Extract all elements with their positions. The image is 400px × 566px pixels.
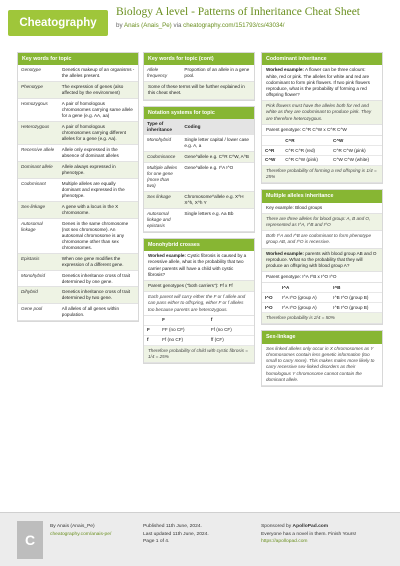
grid-cell: C^W C^W (white)	[330, 155, 382, 165]
term: Homozygous	[18, 99, 59, 122]
definition: A pair of homologous chromosomes carrying different alleles for a gene (e.g. Aa).	[59, 122, 138, 145]
multiple-alleles-section	[261, 189, 383, 325]
sponsor-text: Everyone has a novel in them. Finish Yours!	[261, 531, 357, 537]
definition: Proportion of an allele in a gene pool.	[181, 65, 254, 81]
definition: Genes in the same chromosome (not sex chromosome). An autosomal chromosome is any chromosome other than sex chromosomes.	[59, 218, 138, 253]
table-row	[144, 152, 254, 163]
sex-linkage-section	[261, 330, 383, 386]
codominant-section	[261, 52, 383, 184]
table-row	[18, 99, 138, 122]
column-header: Type of inheritance	[144, 119, 181, 135]
term: Codominant	[18, 178, 59, 201]
table-row	[144, 208, 254, 231]
table-row	[18, 201, 138, 218]
grid-row	[262, 303, 382, 313]
parent-genotypes: Parent genotype: C^R C^W x C^R C^W	[262, 125, 382, 136]
grid-row-label: I^O	[262, 293, 279, 303]
definition: Allele always expressed in phenotype.	[59, 161, 138, 178]
term: Phenotype	[18, 82, 59, 99]
sheet-url-link[interactable]: cheatography.com/151793/cs/43034/	[183, 22, 285, 29]
page-header	[0, 0, 400, 46]
section-heading: Multiple alleles inheritance	[262, 190, 382, 202]
notation-table	[144, 119, 254, 232]
column-1	[17, 52, 139, 327]
table-row	[18, 145, 138, 162]
example-title: Key example: Blood groups	[262, 203, 382, 214]
inheritance-type: Sex linkage	[144, 192, 181, 209]
coding: Single letter capital / lower case e.g. A, a	[181, 135, 254, 151]
key-words-table	[18, 65, 138, 321]
footer-author-url[interactable]: cheatography.com/anais-pe/	[50, 531, 112, 537]
table-row	[144, 163, 254, 192]
table-row	[18, 270, 138, 287]
coding: Single letters e.g. Aa Bb	[181, 208, 254, 231]
term: Allele frequency	[144, 65, 181, 81]
term: Genotype	[18, 65, 59, 81]
term: Epistasis	[18, 253, 59, 270]
key-words-cont-section	[143, 52, 255, 101]
term: Gene pool	[18, 304, 59, 321]
updated-date: Last updated 11th June, 2024.	[143, 531, 209, 537]
term: Sex-linkage	[18, 201, 59, 218]
grid-row	[262, 293, 382, 303]
term: Monohybrid	[18, 270, 59, 287]
grid-header-row	[262, 283, 382, 292]
section-heading: Key words for topic (cont)	[144, 53, 254, 65]
definition: Genetics inheritance cross of trait determined by one gene.	[59, 270, 138, 287]
section-heading: Key words for topic	[18, 53, 138, 65]
table-row	[18, 304, 138, 321]
grid-cell: Ff (no CF)	[208, 325, 254, 335]
result-text: Therefore probability of child with cystic fibrosis = 1/4 = 25%	[144, 346, 254, 363]
inheritance-type: Monohybrid	[144, 135, 181, 151]
paragraph: There are three alleles for blood group: A, B and O, represented as I^A, I^B and I^O	[262, 214, 382, 231]
term: Dominant allele	[18, 161, 59, 178]
worked-label: Worked example:	[266, 250, 304, 256]
footer-author	[50, 523, 140, 538]
section-heading: Codominant inheritance	[262, 53, 382, 65]
definition: A gene with a locus in the X chromosome.	[59, 201, 138, 218]
table-row	[18, 218, 138, 253]
grid-header-cell: C^R	[282, 136, 330, 145]
grid-cell: I^B I^O (group B)	[330, 293, 382, 303]
grid-header-cell	[262, 283, 279, 292]
grid-cell: C^R C^W (pink)	[330, 146, 382, 156]
explanation-text: Pink flowers must have the alleles both for red and white as they are codominant to produce pink. They are therefore heterozygous.	[262, 101, 382, 125]
cheatography-logo[interactable]: Cheatography	[8, 10, 108, 36]
grid-cell: I^A I^O (group A)	[279, 293, 330, 303]
footer-by: By	[50, 524, 56, 529]
grid-header-row	[144, 316, 254, 325]
table-row	[144, 192, 254, 209]
term: Heterozygous	[18, 122, 59, 145]
page-count: Page 1 of 4.	[143, 539, 170, 545]
table-row	[18, 161, 138, 178]
definition: When one gene modifies the expression of a different gene.	[59, 253, 138, 270]
definition: Multiple alleles are equally dominant and expressed in the phenotype.	[59, 178, 138, 201]
result-text: Therefore probability is 2/4 = 50%	[262, 313, 382, 324]
punnett-square	[144, 316, 254, 346]
byline	[116, 22, 285, 29]
grid-cell: I^B I^O (group B)	[330, 303, 382, 313]
grid-row	[262, 146, 382, 156]
term: Dihybrid	[18, 287, 59, 304]
inheritance-type: Multiple alleles for one gene (more than two)	[144, 163, 181, 192]
section-heading: Sex-linkage	[262, 331, 382, 343]
byline-via: via	[173, 22, 182, 29]
worked-label: Worked example:	[148, 253, 186, 259]
table-header-row	[144, 119, 254, 135]
grid-cell: I^A I^O (group A)	[279, 303, 330, 313]
grid-row-label: C^R	[262, 146, 282, 156]
inheritance-type: Autosomal linkage and epistasis	[144, 208, 181, 231]
table-row	[18, 65, 138, 81]
grid-cell: C^R C^W (pink)	[282, 155, 330, 165]
sponsor-name[interactable]: ApolloPad.com	[292, 524, 329, 529]
notation-section	[143, 106, 255, 233]
parent-genotypes: Parent genotype: I^A I^B x I^O I^O	[262, 272, 382, 283]
column-2	[143, 52, 255, 369]
result-text: Therefore probability of forming a red offspring is 1/4 = 25%	[262, 166, 382, 183]
table-row	[18, 287, 138, 304]
section-heading: Notation systems for topic	[144, 107, 254, 119]
definition: Allele only expressed in the absence of dominant alleles	[59, 145, 138, 162]
assumption-text: Each parent will carry either the F or f allele and can pass either to offspring, either F or f alleles too because parents are heterozygous.	[144, 292, 254, 316]
section-note: Some of these terms will be further explained in this cheat sheet.	[144, 82, 254, 99]
section-heading: Monohybrid crosses	[144, 239, 254, 251]
term: Recessive allele	[18, 145, 59, 162]
byline-by: by	[116, 22, 123, 29]
inheritance-type: Codominance	[144, 152, 181, 163]
published-date: Published 11th June, 2024.	[143, 524, 202, 529]
grid-row-label: f	[144, 335, 159, 345]
worked-text: Cystic fibrosis is caused by a recessive allele, what is the probability that two carrier parents will have a child with cystic fibrosis?	[148, 253, 247, 277]
grid-row	[262, 155, 382, 165]
grid-row-label: C^W	[262, 155, 282, 165]
author-avatar: C	[17, 521, 43, 559]
author-link[interactable]: Anais (Anais_Pe)	[123, 22, 172, 29]
coding: Gene^allele e.g. I^A I^O	[181, 163, 254, 192]
table-row	[144, 65, 254, 81]
definition: Genetics makeup of an organisms - the alleles present.	[59, 65, 138, 81]
column-3	[261, 52, 383, 392]
footer-dates	[143, 523, 253, 546]
punnett-square	[262, 136, 382, 166]
grid-header-cell: f	[208, 316, 254, 325]
footer-sponsor	[261, 523, 386, 546]
parent-genotypes: Parent genotypes ("both carriers"): Ff x Ff	[144, 281, 254, 292]
definition: A pair of homologous chromosomes carrying same allele for a gene (e.g. AA, aa)	[59, 99, 138, 122]
column-header: Coding	[181, 119, 254, 135]
paragraph: Both I^A and I^B are codominant to form phenotype group AB, and I^O is recessive.	[262, 231, 382, 248]
worked-text: parents with blood group AB and O reproduce. What so the probability that they will produce an offspring with blood group A?	[266, 250, 377, 268]
coding: Chromosome^allele e.g. X^H X^h, X^h Y	[181, 192, 254, 209]
punnett-square	[262, 283, 382, 313]
key-words-cont-table	[144, 65, 254, 82]
definition: The expression of genes (also affected by the environment)	[59, 82, 138, 99]
table-row	[18, 253, 138, 270]
grid-cell: C^R C^R (red)	[282, 146, 330, 156]
coding: Gene^allele e.g. C^R C^W, A^B	[181, 152, 254, 163]
grid-row-label: F	[144, 325, 159, 335]
footer-author-name[interactable]: Anais (Anais_Pe)	[56, 524, 95, 529]
definition: All alleles of all genes within population.	[59, 304, 138, 321]
key-words-section	[17, 52, 139, 322]
grid-row-label: I^O	[262, 303, 279, 313]
grid-header-cell: C^W	[330, 136, 382, 145]
grid-header-cell	[262, 136, 282, 145]
worked-label: Worked example:	[266, 67, 304, 73]
grid-header-cell: I^B	[330, 283, 382, 292]
table-row	[18, 122, 138, 145]
page-footer	[0, 512, 400, 566]
sponsor-url[interactable]: https://apollopad.com	[261, 539, 308, 545]
page-title: Biology A level - Patterns of Inheritance Cheat Sheet	[116, 6, 360, 18]
worked-text: A flower can be three colours: white, red or pink. The alleles for white and red are codominant to form pink flowers. If two pink flowers reproduce, what is the probability of forming a red offspring flower?	[266, 67, 370, 98]
sex-linkage-text: Sex linked alleles only occur in X chromosomes as Y chromosomes contain less genetic information (too small to carry more). This makes males more likely to carry recessive sex-linked disorders as their homologous Y chromosome cannot contain the dominant allele.	[262, 344, 382, 386]
grid-header-cell	[144, 316, 159, 325]
grid-cell: ff (CF)	[208, 335, 254, 345]
grid-header-row	[262, 136, 382, 145]
table-row	[18, 178, 138, 201]
definition: Genetics inheritance cross of trait determined by two gene.	[59, 287, 138, 304]
grid-row	[144, 335, 254, 345]
sponsor-label: Sponsored by	[261, 524, 292, 529]
grid-header-cell: I^A	[279, 283, 330, 292]
term: Autosomal linkage	[18, 218, 59, 253]
grid-cell: Ff (no CF)	[159, 335, 208, 345]
table-row	[18, 82, 138, 99]
grid-cell: FF (no CF)	[159, 325, 208, 335]
grid-row	[144, 325, 254, 335]
monohybrid-section	[143, 238, 255, 364]
grid-header-cell: F	[159, 316, 208, 325]
table-row	[144, 135, 254, 151]
